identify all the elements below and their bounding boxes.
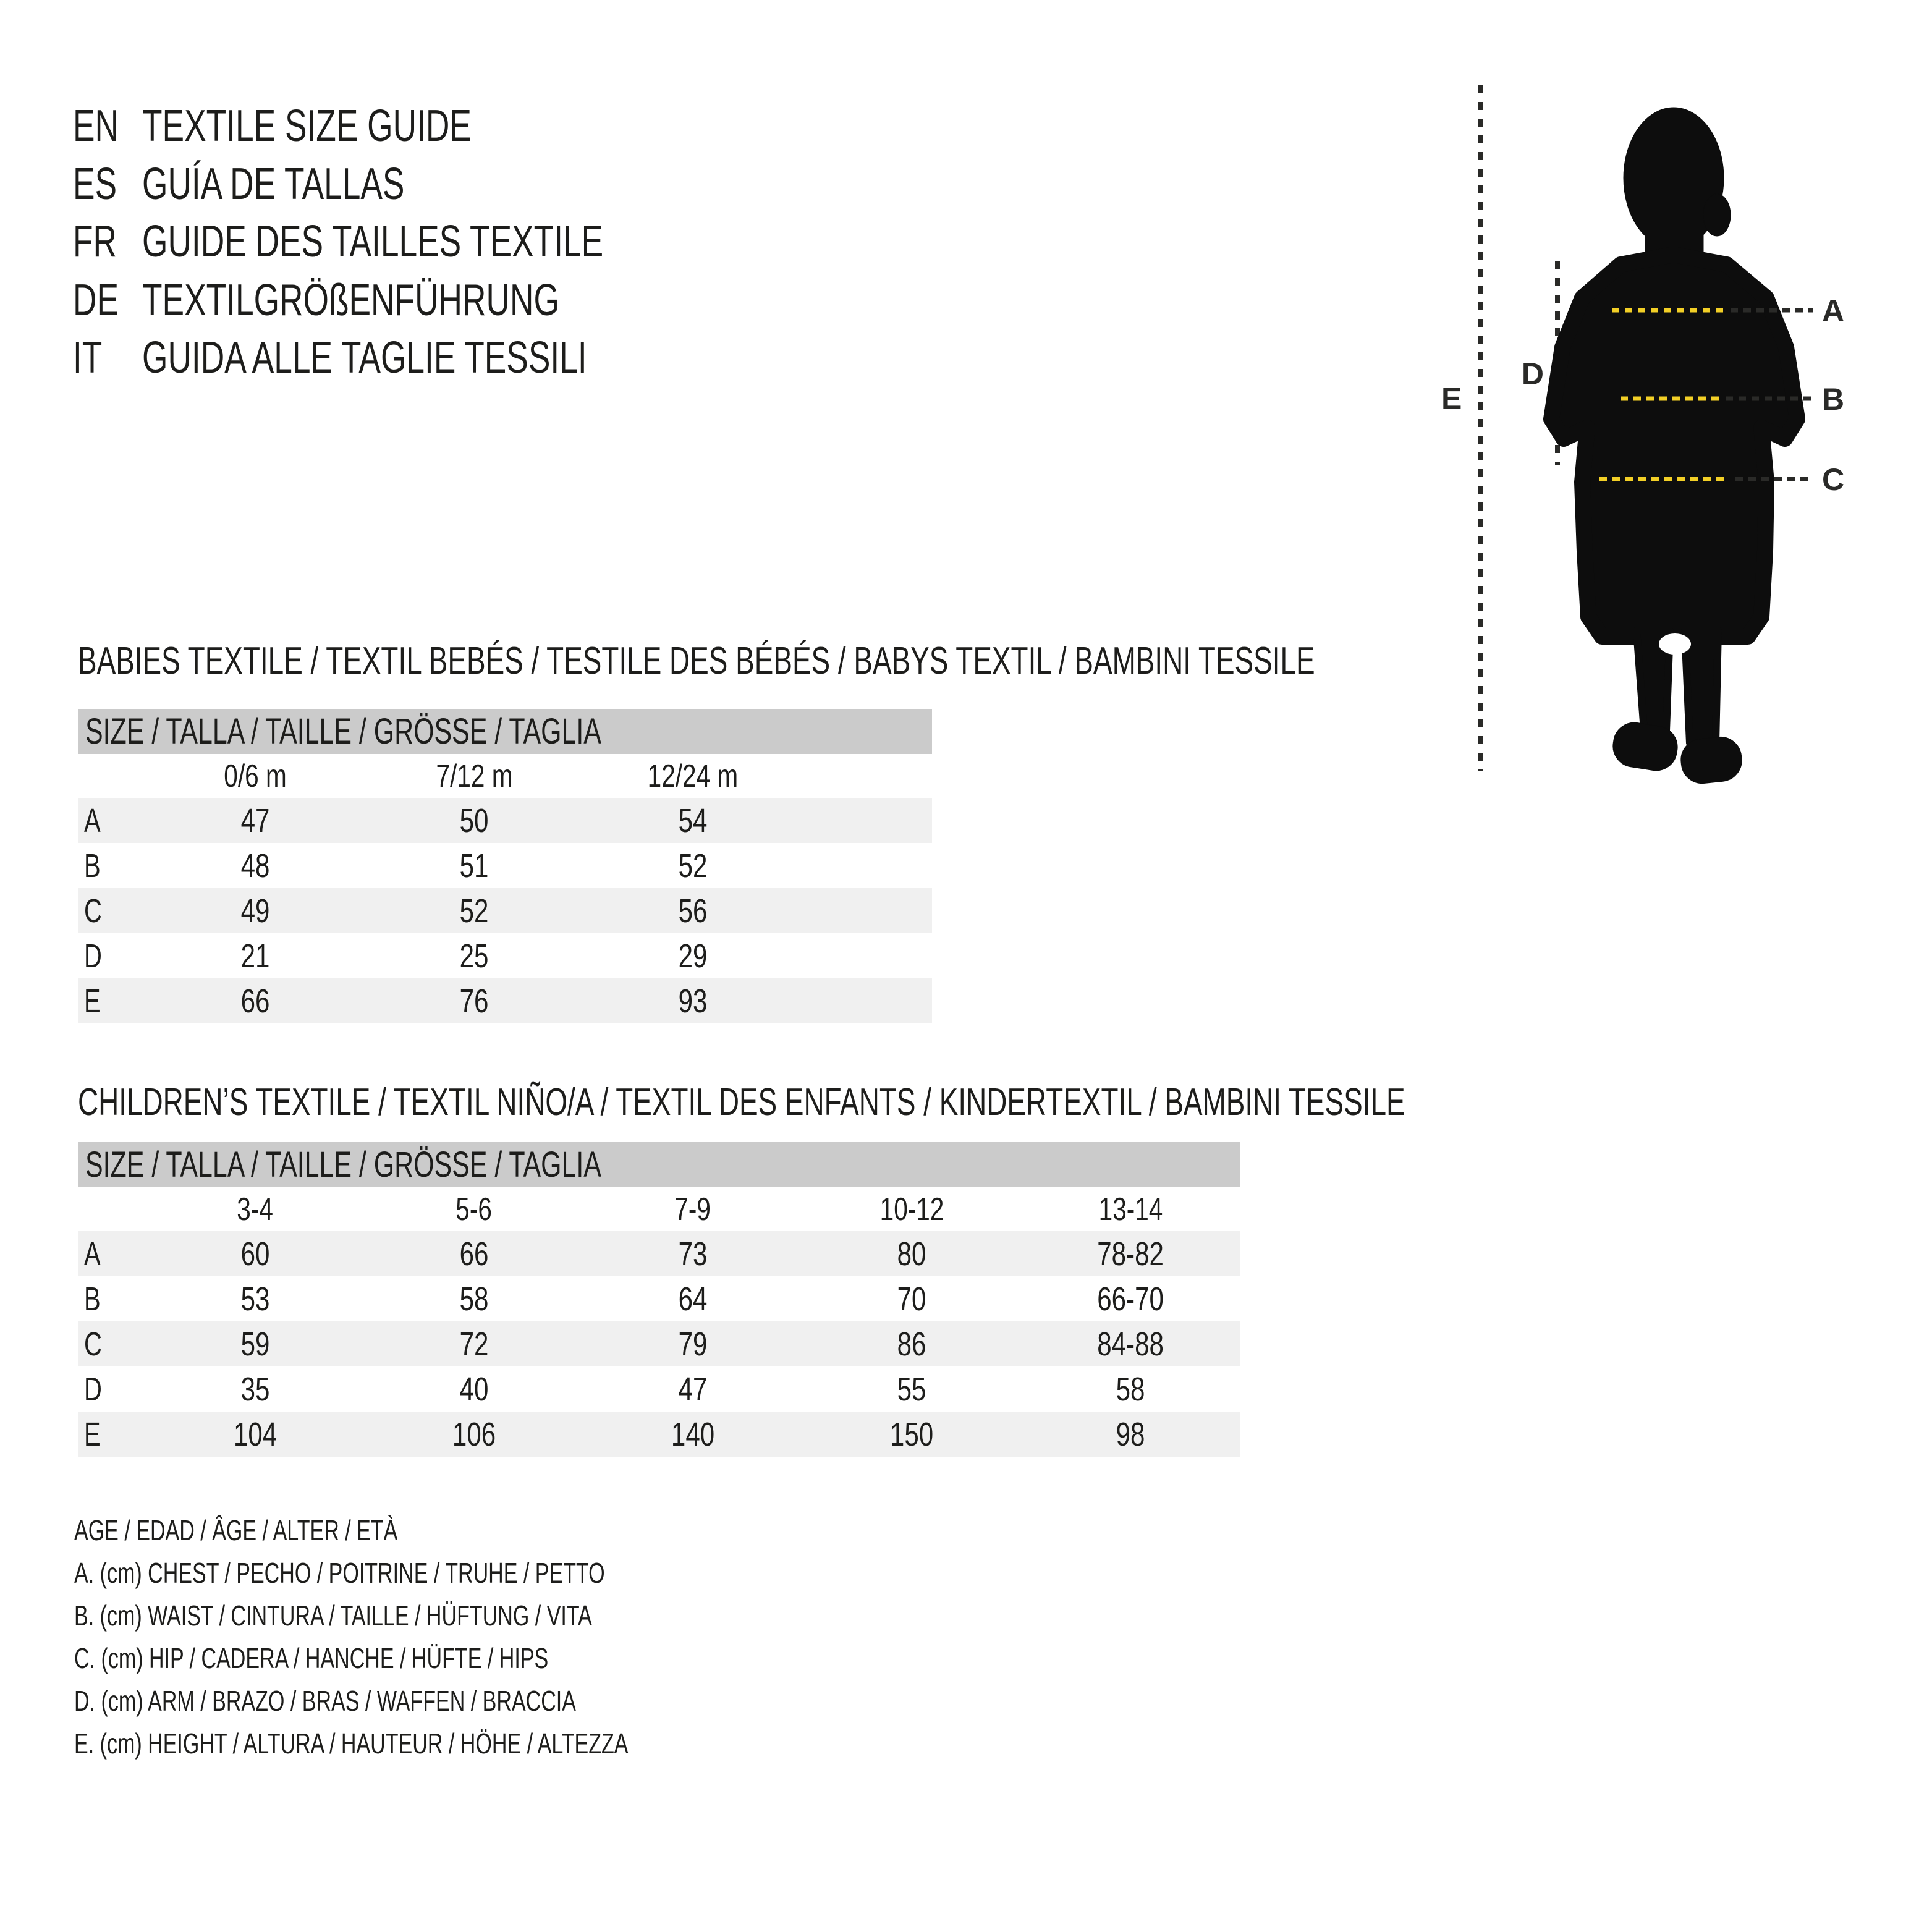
children-col-13-14: 13-14 [1098, 1191, 1163, 1227]
label-arm-d: D [1521, 357, 1544, 391]
children-col-10-12: 10-12 [879, 1191, 944, 1227]
children-row-a: A 60 66 73 80 78-82 [78, 1231, 1240, 1276]
babies-size-header-bar: SIZE / TALLA / TAILLE / GRÖSSE / TAGLIA [78, 709, 932, 754]
title-row-de [73, 278, 938, 323]
children-col-7-9: 7-9 [674, 1191, 711, 1227]
lang-code-en: EN [73, 101, 119, 151]
children-col-5-6: 5-6 [455, 1191, 493, 1227]
title-row-it [73, 335, 938, 381]
children-row-e: E 104 106 140 150 98 [78, 1412, 1240, 1457]
lang-code-de: DE [73, 276, 119, 325]
lang-code-fr: FR [73, 217, 117, 266]
title-fr: GUIDE DES TAILLES TEXTILE [142, 217, 604, 266]
title-de: TEXTILGRÖßENFÜHRUNG [142, 276, 559, 325]
babies-row-c: C 49 52 56 [78, 888, 932, 933]
title-it: GUIDA ALLE TAGLIE TESSILI [142, 333, 587, 383]
children-row-b: B 53 58 64 70 66-70 [84, 1280, 1164, 1318]
babies-col-12-24m: 12/24 m [647, 758, 739, 794]
legend-arm: D. (cm) ARM / BRAZO / BRAS / WAFFEN / BRACCIA [74, 1685, 576, 1717]
babies-row-a: A 47 50 54 [78, 798, 932, 843]
label-chest-a: A [1822, 294, 1845, 328]
children-column-header-row [78, 1187, 1240, 1231]
babies-section-heading: BABIES TEXTILE / TEXTIL BEBÉS / TESTILE DES BÉBÉS / BABYS TEXTIL / BAMBINI TESSILE [78, 640, 1315, 682]
children-row-d: D 35 40 47 55 58 [84, 1370, 1145, 1408]
legend-chest: A. (cm) CHEST / PECHO / POITRINE / TRUHE / PETTO [74, 1557, 605, 1589]
babies-column-header-row [78, 754, 932, 798]
child-silhouette [1551, 108, 1797, 785]
children-section-heading: CHILDREN’S TEXTILE / TEXTIL NIÑO/A / TEXTIL DES ENFANTS / KINDERTEXTIL / BAMBINI TESSILE [78, 1081, 1405, 1124]
legend-hip: C. (cm) HIP / CADERA / HANCHE / HÜFTE / HIPS [74, 1642, 549, 1674]
title-en: TEXTILE SIZE GUIDE [142, 101, 472, 151]
title-row-fr [73, 219, 938, 265]
children-col-3-4: 3-4 [237, 1191, 274, 1227]
babies-row-b: B 48 51 52 [84, 847, 708, 884]
legend-waist: B. (cm) WAIST / CINTURA / TAILLE / HÜFTUNG / VITA [74, 1599, 592, 1632]
legend-height: E. (cm) HEIGHT / ALTURA / HAUTEUR / HÖHE / ALTEZZA [74, 1727, 629, 1760]
label-waist-b: B [1822, 382, 1845, 417]
babies-col-7-12m: 7/12 m [435, 758, 512, 794]
children-row-c: C 59 72 79 86 84-88 [78, 1321, 1240, 1366]
children-size-header-bar: SIZE / TALLA / TAILLE / GRÖSSE / TAGLIA [78, 1142, 1240, 1187]
babies-row-d: D 21 25 29 [84, 937, 708, 975]
legend-age: AGE / EDAD / ÂGE / ALTER / ETÀ [74, 1514, 398, 1546]
lang-code-it: IT [73, 333, 103, 383]
babies-row-e: E 66 76 93 [78, 978, 932, 1023]
label-height-e: E [1441, 381, 1462, 416]
title-es: GUÍA DE TALLAS [142, 159, 405, 209]
title-row-en [73, 103, 938, 149]
lang-code-es: ES [73, 159, 117, 209]
title-row-es [73, 161, 938, 207]
babies-col-0-6m: 0/6 m [224, 758, 287, 794]
label-hip-c: C [1822, 462, 1845, 497]
